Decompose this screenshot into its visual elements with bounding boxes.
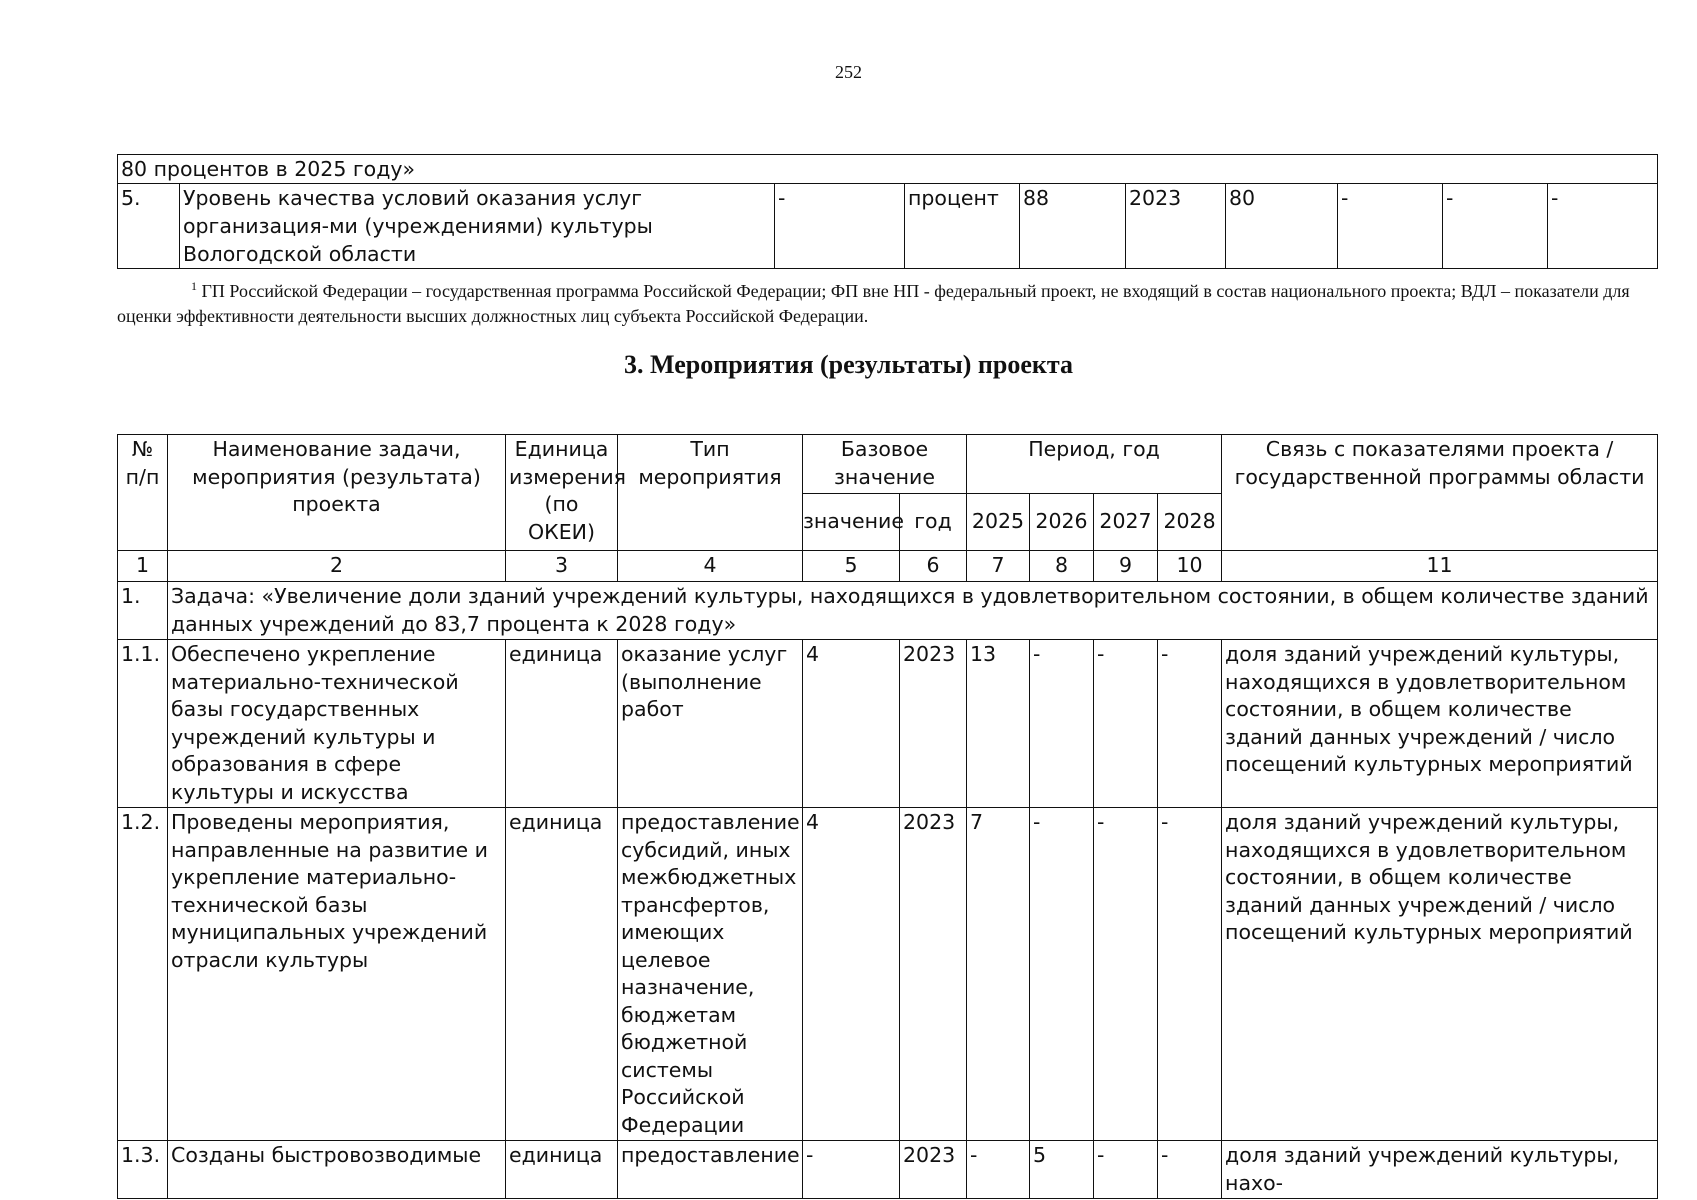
table-row — [118, 808, 1658, 1141]
value-2025: - — [967, 1141, 1030, 1199]
base-year: 2023 — [900, 640, 967, 808]
header-year-2028: 2028 — [1158, 494, 1222, 551]
activity-type: предоставление субсидий, иных межбюджетных трансфертов, имеющих целевое назначение, бюджетам бюджетной системы Российской Федерации — [618, 808, 803, 1141]
indicator-link: доля зданий учреждений культуры, находящихся в удовлетворительном состоянии, в общем количестве зданий данных учреждений / число посещений культурных мероприятий — [1222, 808, 1658, 1141]
base-year: 2023 — [900, 808, 967, 1141]
page-number: 252 — [835, 62, 862, 82]
value-2027: - — [1094, 1141, 1158, 1199]
indicator-name: Уровень качества условий оказания услуг организация-ми (учреждениями) культуры Вологодской области — [180, 184, 775, 269]
value-2027: - — [1094, 640, 1158, 808]
header-base-year: год — [900, 494, 967, 551]
indicator-value-4: - — [1548, 184, 1658, 269]
base-value: 4 — [803, 640, 900, 808]
indicator-link: доля зданий учреждений культуры, находящихся в удовлетворительном состоянии, в общем количестве зданий данных учреждений / число посещений культурных мероприятий — [1222, 640, 1658, 808]
column-number: 1 — [118, 551, 168, 582]
indicator-base-value: 88 — [1020, 184, 1126, 269]
activity-type: оказание услуг (выполнение работ — [618, 640, 803, 808]
header-year-2027: 2027 — [1094, 494, 1158, 551]
row-number: 1.3. — [118, 1141, 168, 1199]
row-number: 1.1. — [118, 640, 168, 808]
header-unit: Единица измерения (по ОКЕИ) — [506, 435, 618, 551]
activity-name: Созданы быстровозводимые — [168, 1141, 506, 1199]
activity-name: Проведены мероприятия, направленные на развитие и укрепление материально-технической базы муниципальных учреждений отрасли культуры — [168, 808, 506, 1141]
row-number: 5. — [118, 184, 180, 269]
base-value: - — [803, 1141, 900, 1199]
indicator-value-2: - — [1338, 184, 1443, 269]
row-number: 1.2. — [118, 808, 168, 1141]
column-number: 2 — [168, 551, 506, 582]
value-2026: - — [1030, 808, 1094, 1141]
value-2027: - — [1094, 808, 1158, 1141]
indicator-level: - — [775, 184, 905, 269]
indicator-link: доля зданий учреждений культуры, нахо- — [1222, 1141, 1658, 1199]
activity-name: Обеспечено укрепление материально-технической базы государственных учреждений культуры и образования в сфере культуры и искусства — [168, 640, 506, 808]
activity-unit: единица — [506, 808, 618, 1141]
table-row — [118, 640, 1658, 808]
footnote — [117, 274, 1657, 329]
header-link: Связь с показателями проекта /государственной программы области — [1222, 435, 1658, 551]
section-title: 3. Мероприятия (результаты) проекта — [624, 350, 1073, 379]
column-number: 3 — [506, 551, 618, 582]
column-number: 6 — [900, 551, 967, 582]
header-row-1 — [118, 435, 1658, 494]
header-num: № п/п — [118, 435, 168, 551]
base-value: 4 — [803, 808, 900, 1141]
value-2026: 5 — [1030, 1141, 1094, 1199]
footnote-marker: 1 — [191, 279, 197, 293]
continuation-row — [118, 155, 1658, 184]
continuation-cell: 80 процентов в 2025 году» — [118, 155, 1658, 184]
activity-unit: единица — [506, 1141, 618, 1199]
value-2025: 7 — [967, 808, 1030, 1141]
column-number: 5 — [803, 551, 900, 582]
indicator-unit: процент — [905, 184, 1020, 269]
indicator-base-year: 2023 — [1126, 184, 1226, 269]
column-number: 10 — [1158, 551, 1222, 582]
indicator-value-3: - — [1443, 184, 1548, 269]
value-2028: - — [1158, 1141, 1222, 1199]
column-number: 11 — [1222, 551, 1658, 582]
task-text: Задача: «Увеличение доли зданий учреждений культуры, находящихся в удовлетворительном состоянии, в общем количестве зданий данных учреждений до 83,7 процента к 2028 году» — [168, 582, 1658, 640]
column-number: 8 — [1030, 551, 1094, 582]
value-2026: - — [1030, 640, 1094, 808]
task-number: 1. — [118, 582, 168, 640]
column-number-row — [118, 551, 1658, 582]
header-year-2026: 2026 — [1030, 494, 1094, 551]
activity-type: предоставление — [618, 1141, 803, 1199]
task-row — [118, 582, 1658, 640]
base-year: 2023 — [900, 1141, 967, 1199]
value-2028: - — [1158, 808, 1222, 1141]
indicators-table-continuation — [117, 154, 1658, 269]
column-number: 9 — [1094, 551, 1158, 582]
column-number: 4 — [618, 551, 803, 582]
activity-unit: единица — [506, 640, 618, 808]
header-base: Базовое значение — [803, 435, 967, 494]
value-2025: 13 — [967, 640, 1030, 808]
header-name: Наименование задачи, мероприятия (результата) проекта — [168, 435, 506, 551]
header-period: Период, год — [967, 435, 1222, 494]
column-number: 7 — [967, 551, 1030, 582]
header-year-2025: 2025 — [967, 494, 1030, 551]
footnote-text: ГП Российской Федерации – государственная программа Российской Федерации; ФП вне НП - федеральный проект, не входящий в состав национального проекта; ВДЛ – показатели для оценки эффективности деятельности высших должностных лиц субъекта Российской Федерации. — [117, 281, 1630, 326]
indicator-row — [118, 184, 1658, 269]
header-base-value: значение — [803, 494, 900, 551]
header-type: Тип мероприятия — [618, 435, 803, 551]
value-2028: - — [1158, 640, 1222, 808]
activities-table — [117, 434, 1658, 1199]
indicator-value-1: 80 — [1226, 184, 1338, 269]
table-row — [118, 1141, 1658, 1199]
